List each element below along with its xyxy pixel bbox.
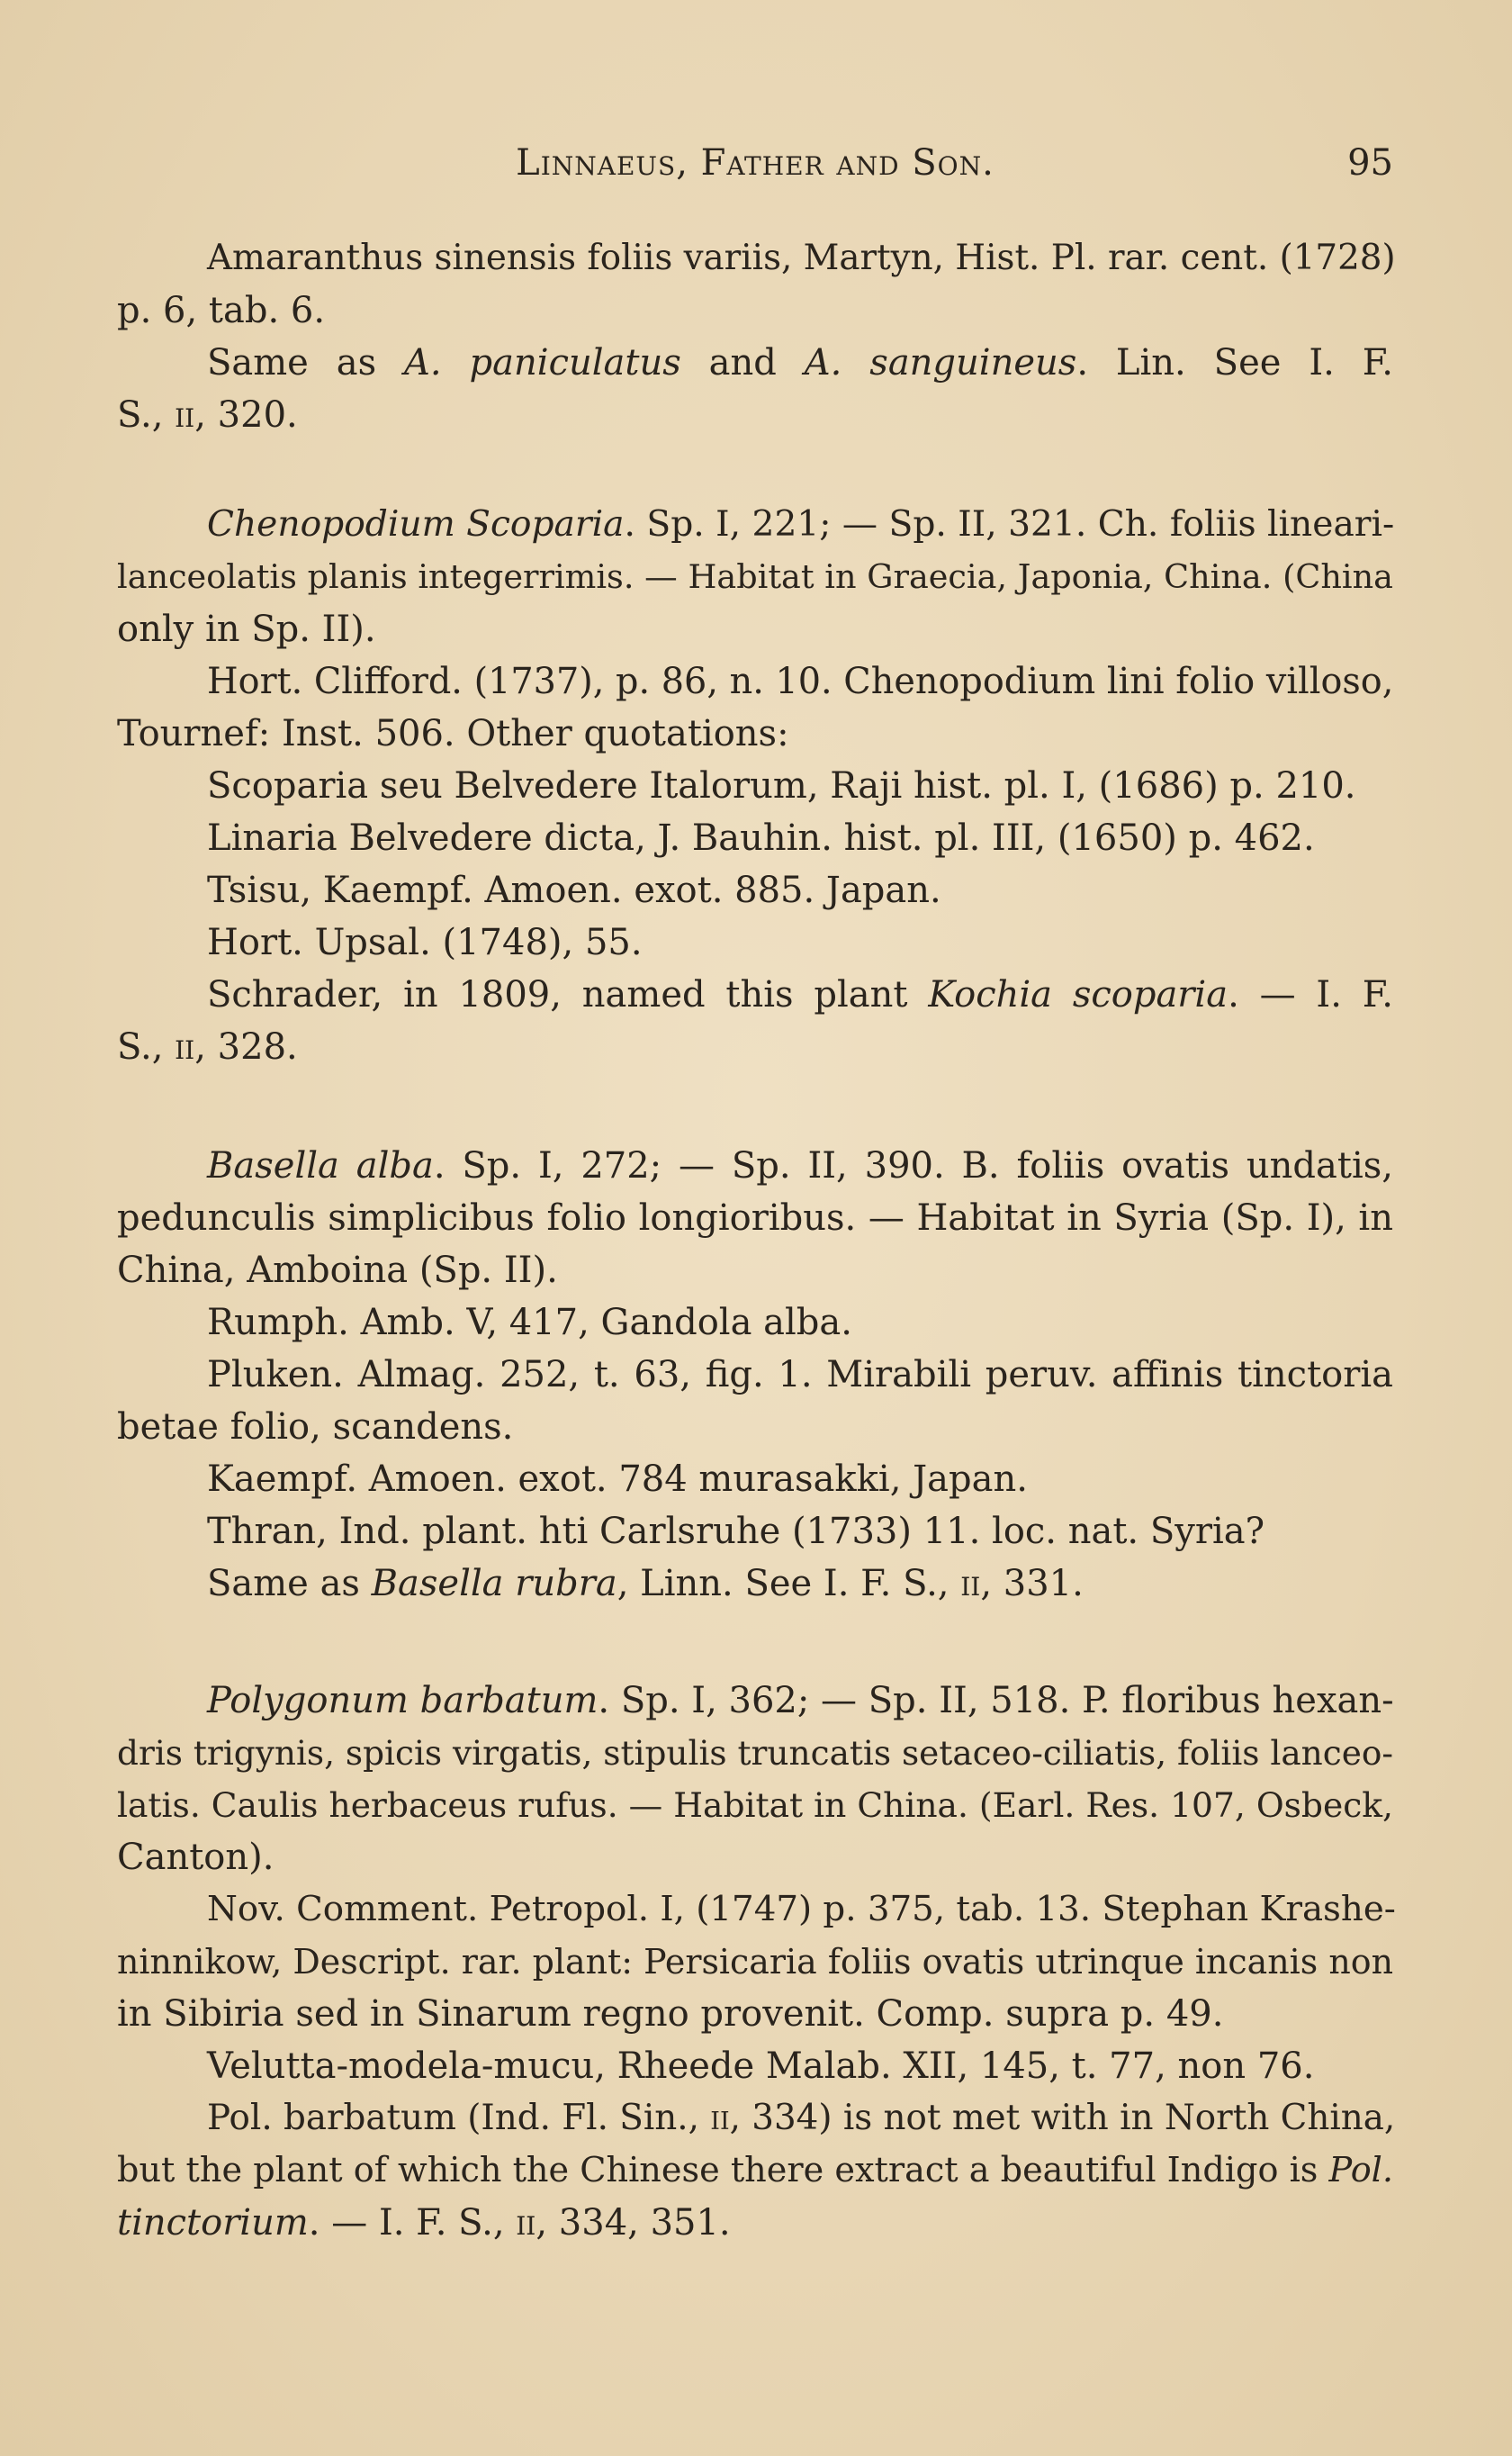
text-line: Kaempf. Amoen. exot. 784 murasakki, Japan. [207,1458,1028,1500]
entry-heading-line: Polygonum barbatum. Sp. I, 362; — Sp. II, 518. P. floribus hexan- [207,1680,1394,1721]
text-line: Tournef: Inst. 506. Other quotations: [117,713,789,754]
text-line: in Sibiria sed in Sinarum regno provenit. Comp. supra p. 49. [117,1993,1224,2035]
text-line: Linaria Belvedere dicta, J. Bauhin. hist. pl. III, (1650) p. 462. [207,817,1315,859]
text-line: dris trigynis, spicis virgatis, stipulis truncatis setaceo-ciliatis, foliis lanceo- [117,1733,1393,1773]
species-name: Basella alba [207,1145,434,1187]
page-number: 95 [1347,142,1393,184]
text-line: Scoparia seu Belvedere Italorum, Raji hist. pl. I, (1686) p. 210. [207,765,1356,807]
text-line: China, Amboina (Sp. II). [117,1250,558,1291]
text-line: Same as Basella rubra, Linn. See I. F. S., ii, 331. [207,1563,1084,1604]
text-line: Rumph. Amb. V, 417, Gandola alba. [207,1302,852,1343]
text-line: p. 6, tab. 6. [117,290,326,331]
text-line: Same as A. paniculatus and A. sanguineus. Lin. See I. F. [207,342,1393,384]
text-line: Pol. barbatum (Ind. Fl. Sin., ii, 334) is not met with in North China, [207,2098,1396,2138]
text-line: lanceolatis planis integerrimis. — Habitat in Graecia, Japonia, China. (China [117,557,1393,596]
text-line: pedunculis simplicibus folio longioribus. — Habitat in Syria (Sp. I), in [117,1197,1393,1239]
text-line: Nov. Comment. Petropol. I, (1747) p. 375, tab. 13. Stephan Krashe- [207,1889,1396,1929]
text-line: Thran, Ind. plant. hti Carlsruhe (1733) 11. loc. nat. Syria? [207,1511,1265,1552]
text-line: Canton). [117,1837,274,1878]
text-line: but the plant of which the Chinese there extract a beautiful Indigo is Pol. [117,2151,1394,2190]
species-name: Polygonum barbatum [207,1680,598,1721]
text-line: Tsisu, Kaempf. Amoen. exot. 885. Japan. [207,870,941,911]
text-line: Hort. Upsal. (1748), 55. [207,922,643,963]
text-line: only in Sp. II). [117,609,376,650]
text-line: latis. Caulis herbaceus rufus. — Habitat in China. (Earl. Res. 107, Osbeck, [117,1785,1393,1825]
species-name: Chenopodium Scoparia [207,504,625,545]
text-line: Schrader, in 1809, named this plant Kochia scoparia. — I. F. [207,974,1393,1016]
entry-heading-line: Basella alba. Sp. I, 272; — Sp. II, 390. B. foliis ovatis undatis, [207,1145,1393,1187]
entry-heading-line: Chenopodium Scoparia. Sp. I, 221; — Sp. II, 321. Ch. foliis lineari- [207,504,1395,545]
text-line: Velutta-modela-mucu, Rheede Malab. XII, 145, t. 77, non 76. [207,2045,1315,2087]
text-line: tinctorium. — I. F. S., ii, 334, 351. [117,2202,731,2244]
text-line: ninnikow, Descript. rar. plant: Persicaria foliis ovatis utrinque incanis non [117,1942,1393,1982]
text-line: betae folio, scandens. [117,1406,514,1448]
text-line: Pluken. Almag. 252, t. 63, fig. 1. Mirabili peruv. affinis tinctoria [207,1354,1393,1395]
page-header [117,142,1393,196]
running-head: Linnaeus, Father and Son. [516,142,994,184]
text-line: Amaranthus sinensis foliis variis, Martyn, Hist. Pl. rar. cent. (1728) [207,238,1396,278]
text-line: S., ii, 328. [117,1026,298,1068]
text-line: Hort. Clifford. (1737), p. 86, n. 10. Chenopodium lini folio villoso, [207,661,1394,702]
text-line: S., ii, 320. [117,394,298,436]
